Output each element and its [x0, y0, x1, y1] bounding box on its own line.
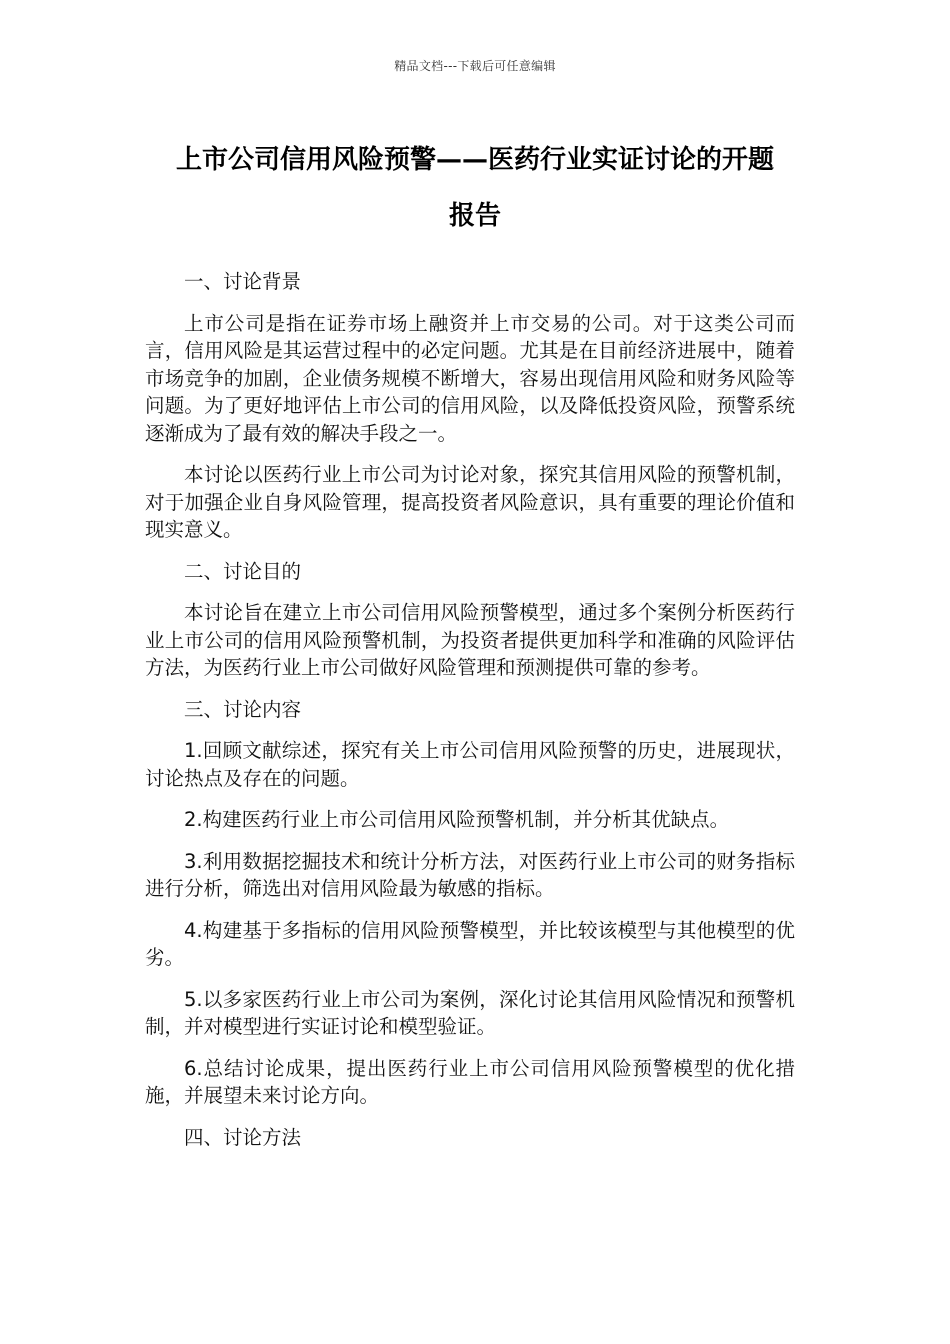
list-item: 5.以多家医药行业上市公司为案例，深化讨论其信用风险情况和预警机制，并对模型进行实证讨论和模型验证。 — [145, 987, 795, 1038]
title-line-1: 上市公司信用风险预警——医药行业实证讨论的开题 — [175, 145, 774, 175]
section-heading: 二、讨论目的 — [184, 559, 302, 583]
section-heading: 三、讨论内容 — [184, 697, 302, 721]
section-background — [145, 268, 795, 544]
list-item: 6.总结讨论成果，提出医药行业上市公司信用风险预警模型的优化措施，并展望未来讨论方向。 — [145, 1056, 795, 1107]
list-item: 2.构建医药行业上市公司信用风险预警机制，并分析其优缺点。 — [184, 808, 730, 831]
section-methods — [145, 1124, 795, 1152]
list-item: 1.回顾文献综述，探究有关上市公司信用风险预警的历史，进展现状，讨论热点及存在的问题。 — [145, 739, 795, 790]
paragraph: 本讨论以医药行业上市公司为讨论对象，探究其信用风险的预警机制，对于加强企业自身风险管理，提高投资者风险意识，具有重要的理论价值和现实意义。 — [145, 463, 795, 541]
section-purpose — [145, 558, 795, 682]
title-line-2: 报告 — [448, 201, 501, 231]
document-title — [130, 132, 820, 244]
paragraph: 本讨论旨在建立上市公司信用风险预警模型，通过多个案例分析医药行业上市公司的信用风险预警机制，为投资者提供更加科学和准确的风险评估方法，为医药行业上市公司做好风险管理和预测提供可靠的参考。 — [145, 601, 795, 679]
section-content — [145, 696, 795, 1110]
document-body — [145, 268, 795, 1165]
section-heading: 四、讨论方法 — [184, 1125, 302, 1149]
paragraph: 上市公司是指在证券市场上融资并上市交易的公司。对于这类公司而言，信用风险是其运营过程中的必定问题。尤其是在目前经济进展中，随着市场竞争的加剧，企业债务规模不断增大，容易出现信用风险和财务风险等问题。为了更好地评估上市公司的信用风险，以及降低投资风险，预警系统逐渐成为了最有效的解决手段之一。 — [145, 311, 795, 445]
list-item: 3.利用数据挖掘技术和统计分析方法，对医药行业上市公司的财务指标进行分析，筛选出对信用风险最为敏感的指标。 — [145, 849, 795, 900]
section-heading: 一、讨论背景 — [184, 270, 302, 293]
header-note: 精品文档---下载后可任意编辑 — [394, 59, 556, 73]
list-item: 4.构建基于多指标的信用风险预警模型，并比较该模型与其他模型的优劣。 — [145, 918, 795, 969]
